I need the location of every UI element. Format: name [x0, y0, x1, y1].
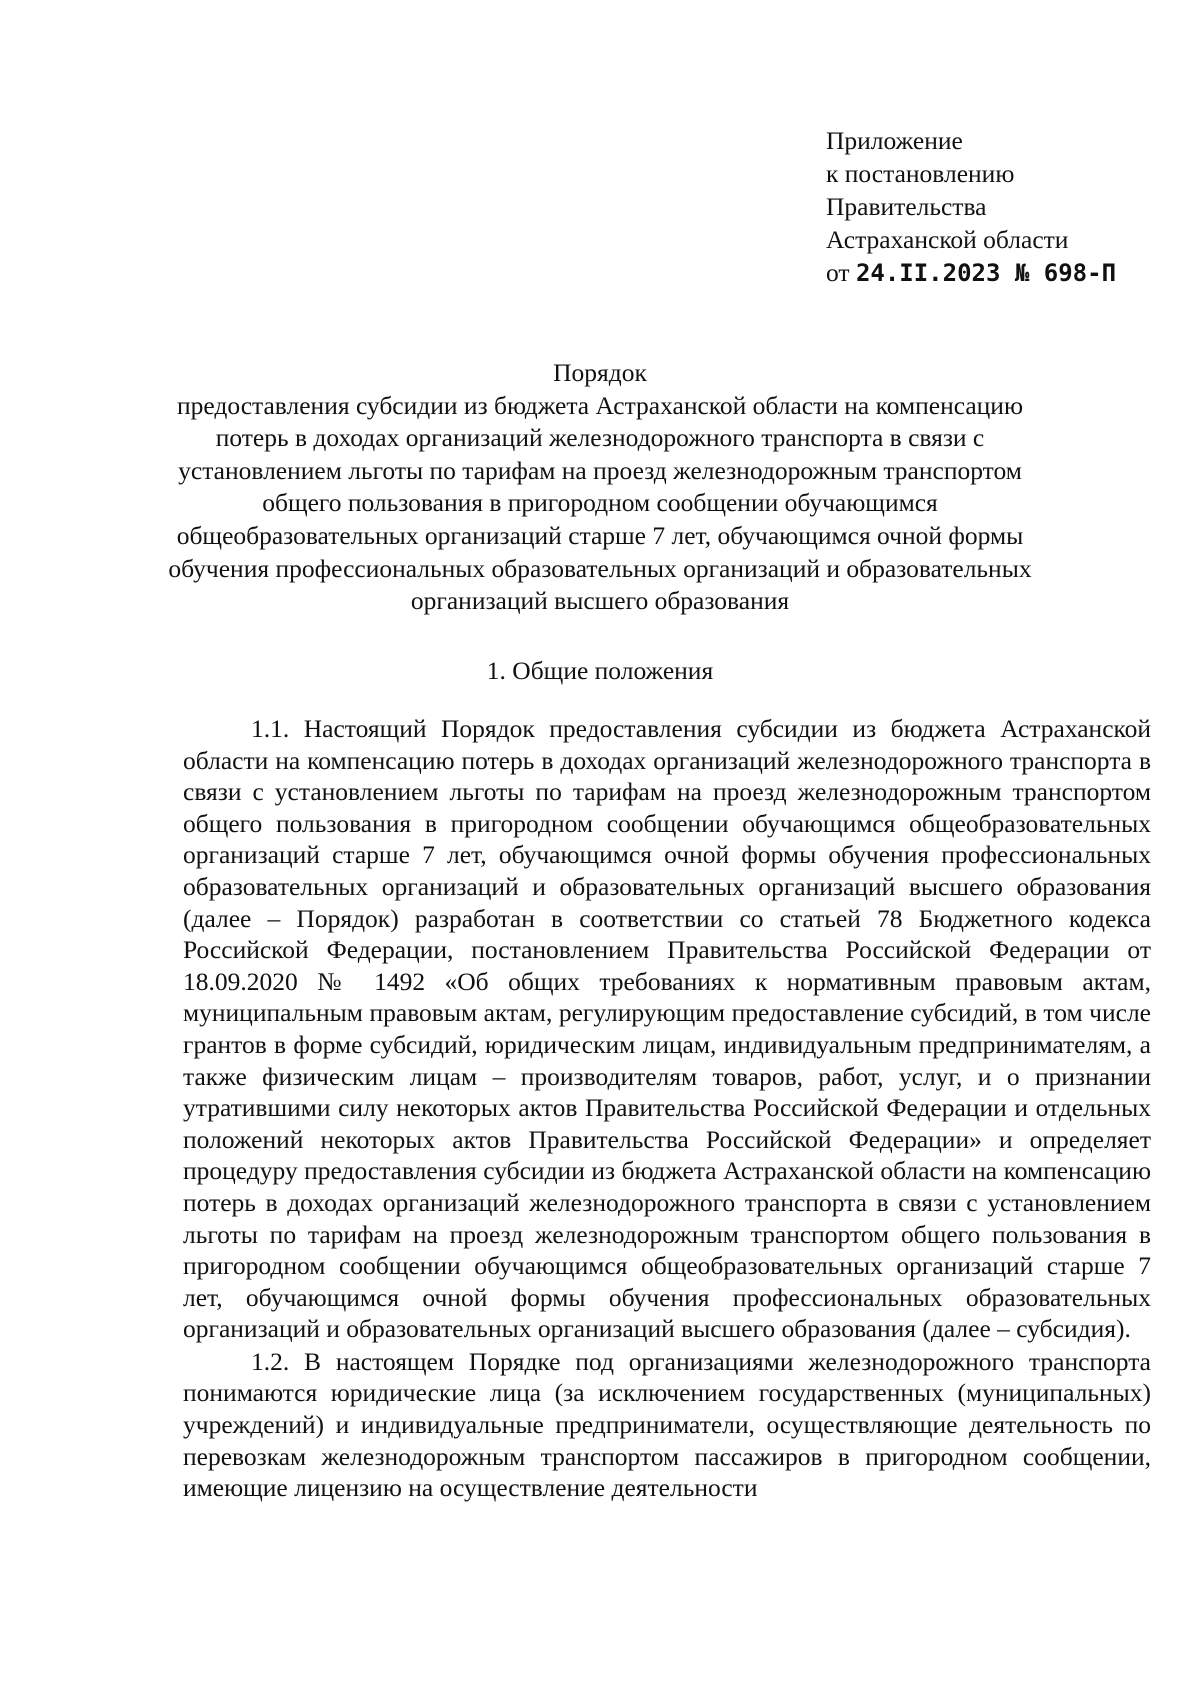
document-title: [150, 357, 1050, 618]
title-heading: Порядок: [553, 358, 647, 387]
paragraph-1-1: 1.1. Настоящий Порядок предоставления субсидии из бюджета Астраханской области на компенсацию потерь в доходах организаций железнодорожного транспорта в связи с установлением льготы по тарифам на проезд железнодорожным транспортом общего пользования в пригородном сообщении обучающимся общеобразовательных организаций старше 7 лет, обучающимся очной формы обучения профессиональных образовательных организаций и образовательных организаций высшего образования (далее – Порядок) разработан в соответствии со статьей 78 Бюджетного кодекса Российской Федерации, постановлением Правительства Российской Федерации от 18.09.2020 № 1492 «Об общих требованиях к нормативным правовым актам, муниципальным правовым актам, регулирующим предоставление субсидий, в том числе грантов в форме субсидий, юридическим лицам, индивидуальным предпринимателям, а также физическим лицам – производителям товаров, работ, услуг, и о признании утратившими силу некоторых актов Правительства Российской Федерации и отдельных положений некоторых актов Правительства Российской Федерации» и определяет процедуру предоставления субсидии из бюджета Астраханской области на компенсацию потерь в доходах организаций железнодорожного транспорта в связи с установлением льготы по тарифам на проезд железнодорожным транспортом общего пользования в пригородном сообщении обучающимся общеобразовательных организаций старше 7 лет, обучающимся очной формы обучения профессиональных образовательных организаций и образовательных организаций высшего образования (далее – субсидия).: [183, 714, 1151, 1344]
appendix-line-1: Приложение: [826, 126, 963, 155]
appendix-date-prefix: от: [826, 258, 850, 287]
appendix-block: [826, 124, 1116, 290]
paragraph-1-2: 1.2. В настоящем Порядке под организациями железнодорожного транспорта понимаются юридические лица (за исключением государственных (муниципальных) учреждений) и индивидуальные предприниматели, осуществляющие деятельность по перевозкам железнодорожным транспортом пассажиров в пригородном сообщении, имеющие лицензию на осуществление деятельности: [183, 1346, 1151, 1503]
appendix-date-number: 24.II.2023 № 698-П: [855, 259, 1117, 287]
title-subtitle: предоставления субсидии из бюджета Астраханской области на компенсацию потерь в доходах организаций железнодорожного транспорта в связи с установлением льготы по тарифам на проезд железнодорожным транспортом общего пользования в пригородном сообщении обучающимся общеобразовательных организаций старше 7 лет, обучающимся очной формы обучения профессиональных образовательных организаций и образовательных организаций высшего образования: [168, 390, 1032, 616]
section-body: [183, 713, 1151, 1504]
section-heading: 1. Общие положения: [486, 656, 714, 685]
appendix-line-2: к постановлению: [826, 159, 1015, 188]
appendix-line-3: Правительства: [826, 192, 987, 221]
appendix-line-4: Астраханской области: [826, 225, 1069, 254]
appendix-date-line: [826, 256, 1116, 290]
